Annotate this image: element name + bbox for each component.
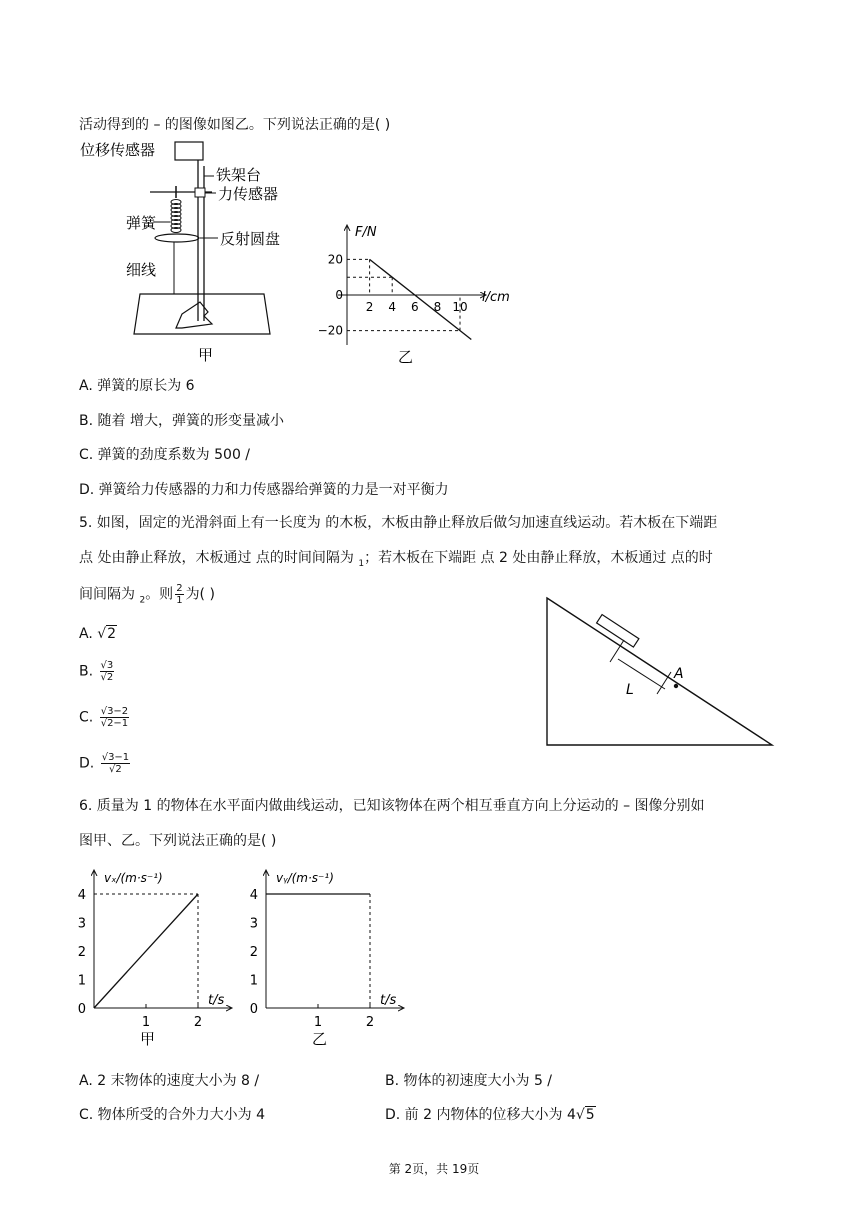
- fl-ytick: 0: [335, 288, 343, 302]
- vy-xlabel: t/s: [380, 993, 397, 1008]
- fl-ytick: −20: [317, 323, 343, 338]
- fl-xtick: 10: [452, 300, 468, 314]
- apparatus-figure: [78, 136, 318, 366]
- label-stand: 铁架台: [216, 166, 262, 184]
- vx-xtick: 2: [193, 1015, 203, 1030]
- vy-ytick: 3: [249, 916, 258, 932]
- vy-ylabel: vᵧ/(m·s⁻¹): [276, 871, 334, 885]
- q6-option-d[interactable]: D. 前 2 内物体的位移大小为 4√5: [385, 1107, 595, 1123]
- q6-stem-line1: 6. 质量为 1 的物体在水平面内做曲线运动，已知该物体在两个相互垂直方向上分运动的 – 图像分别如: [79, 798, 705, 814]
- q4-option-b[interactable]: B. 随着 增大，弹簧的形变量减小: [79, 413, 284, 429]
- caption-jia: 甲: [198, 346, 214, 364]
- q5-stem-line1: 5. 如图，固定的光滑斜面上有一长度为 的木板，木板由静止释放后做匀加速直线运动。若木板在下端距: [79, 515, 718, 531]
- fl-xtick: 4: [388, 300, 397, 314]
- fl-xtick: 8: [433, 300, 442, 314]
- q4-option-a[interactable]: A. 弹簧的原长为 6: [79, 378, 195, 394]
- vx-ylabel: vₓ/(m·s⁻¹): [104, 871, 163, 885]
- vx-ytick: 4: [77, 888, 86, 903]
- fl-ytick: 20: [327, 252, 343, 267]
- vx-caption: 甲: [140, 1030, 156, 1048]
- vx-series-line: [94, 894, 198, 1008]
- vy-time-chart: [242, 862, 422, 1052]
- label-thread: 细线: [126, 261, 157, 279]
- vy-ytick: 4: [249, 888, 258, 903]
- incline-figure: [540, 590, 780, 755]
- label-force-sensor: 力传感器: [218, 185, 279, 203]
- vx-ytick: 3: [77, 916, 86, 932]
- vy-xtick: 0: [249, 1002, 258, 1017]
- vx-xtick: 0: [77, 1002, 86, 1017]
- q5-stem-line3: 间间隔为 $_2$。则 $\frac{2}{1}$ 为( ): [79, 583, 215, 606]
- q5-option-b[interactable]: B. $\frac{√3}{√2}$: [79, 660, 114, 683]
- label-A: A: [674, 666, 684, 682]
- vx-time-chart: [70, 862, 250, 1052]
- vy-xtick: 1: [313, 1015, 323, 1030]
- q5-stem-line2: 点 处由静止释放，木板通过 点的时间间隔为 $_1$；若木板在下端距 点 2 处由静止释放，木板通过 点的时: [79, 550, 713, 569]
- vx-ytick: 1: [77, 973, 86, 989]
- vx-xlabel: t/s: [208, 993, 225, 1008]
- vy-caption: 乙: [312, 1030, 328, 1048]
- vy-ytick: 2: [249, 945, 258, 960]
- q6-option-c[interactable]: C. 物体所受的合外力大小为 4: [79, 1107, 266, 1123]
- q6-option-a[interactable]: A. 2 末物体的速度大小为 8 /: [79, 1073, 260, 1089]
- q4-option-d[interactable]: D. 弹簧给力传感器的力和力传感器给弹簧的力是一对平衡力: [79, 482, 449, 498]
- label-L: L: [626, 682, 634, 698]
- q5-option-d[interactable]: D. $\frac{√3-1}{√2}$: [79, 752, 130, 775]
- q6-stem-line2: 图甲、乙。下列说法正确的是( ): [79, 833, 277, 849]
- q5-option-a[interactable]: A. √2: [79, 626, 117, 642]
- q5-option-c[interactable]: C. $\frac{√3-2}{√2-1}$: [79, 706, 129, 729]
- page-footer: 第 2页，共 19页: [388, 1162, 480, 1176]
- vy-xtick: 2: [365, 1015, 375, 1030]
- intro-line: 活动得到的 – 的图像如图乙。下列说法正确的是( ): [79, 117, 391, 133]
- fl-caption: 乙: [398, 348, 414, 366]
- fl-ylabel: F/N: [355, 225, 377, 240]
- label-disc: 反射圆盘: [220, 230, 281, 248]
- fl-xlabel: l/cm: [482, 290, 510, 305]
- fl-xtick: 6: [410, 300, 419, 314]
- vx-ytick: 2: [77, 945, 86, 960]
- fl-xtick: 2: [365, 300, 374, 314]
- force-length-chart: [310, 220, 530, 368]
- label-spring: 弹簧: [126, 214, 157, 232]
- label-sensor: 位移传感器: [80, 141, 156, 159]
- q4-option-c[interactable]: C. 弹簧的劲度系数为 500 /: [79, 447, 251, 463]
- q6-option-b[interactable]: B. 物体的初速度大小为 5 /: [385, 1073, 553, 1089]
- displacement-sensor-box: [175, 142, 203, 160]
- vy-ytick: 1: [249, 973, 258, 989]
- vx-xtick: 1: [141, 1015, 151, 1030]
